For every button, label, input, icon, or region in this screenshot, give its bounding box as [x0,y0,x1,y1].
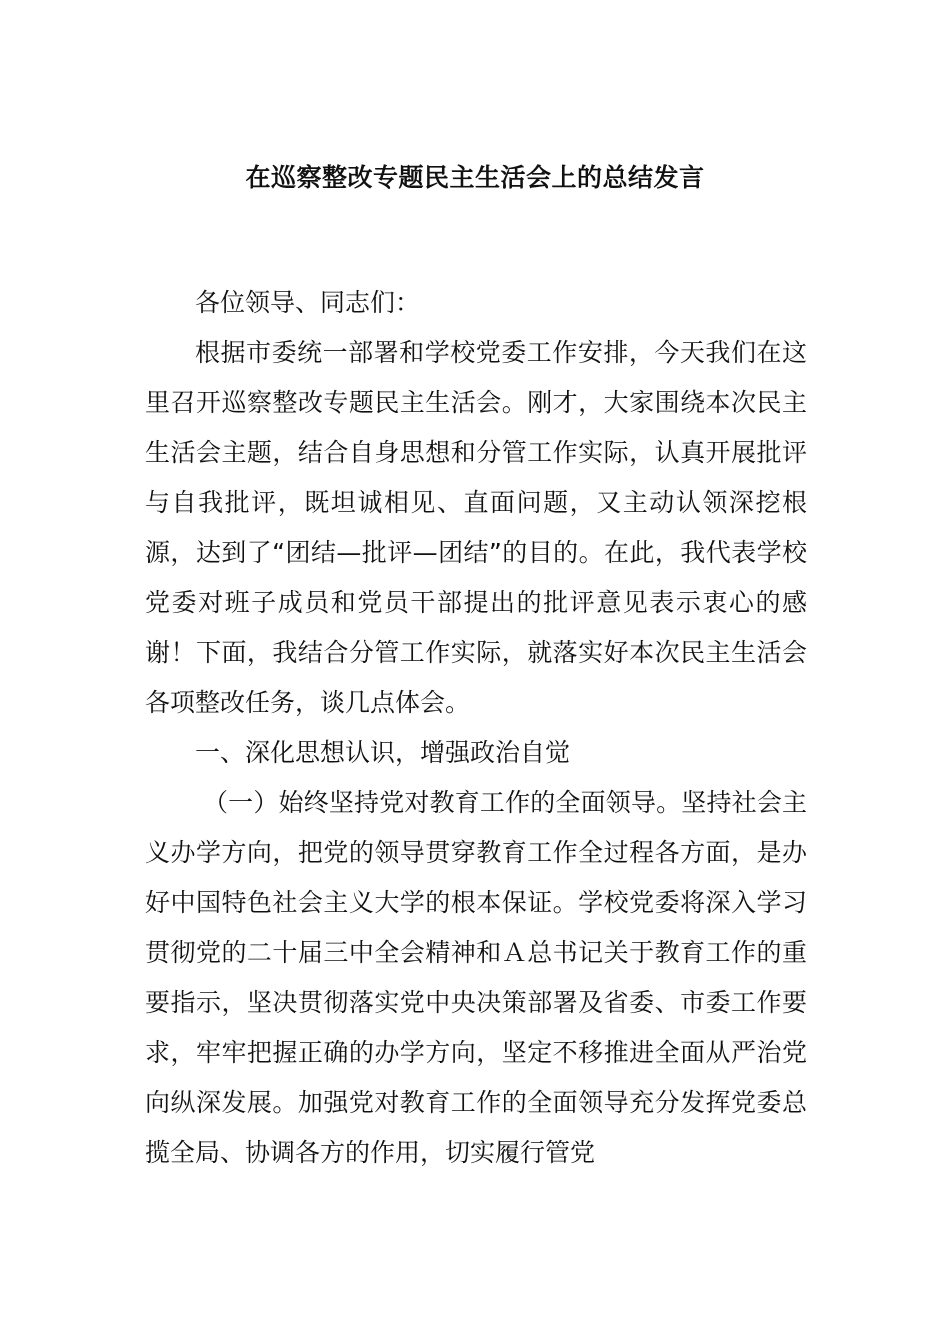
subsection-paragraph: （一）始终坚持党对教育工作的全面领导。坚持社会主义办学方向，把党的领导贯穿教育工作全过程各方面，是办好中国特色社会主义大学的根本保证。学校党委将深入学习贯彻党的二十届三中全会精神和Ａ总书记关于教育工作的重要指示，坚决贯彻落实党中央决策部署及省委、市委工作要求，牢牢把握正确的办学方向，坚定不移推进全面从严治党向纵深发展。加强党对教育工作的全面领导充分发挥党委总揽全局、协调各方的作用，切实履行管党 [145,788,807,1167]
intro-paragraph: 根据市委统一部署和学校党委工作安排，今天我们在这里召开巡察整改专题民主生活会。刚才，大家围绕本次民主生活会主题，结合自身思想和分管工作实际，认真开展批评与自我批评，既坦诚相见、直面问题，又主动认领深挖根源，达到了“团结—批评—团结”的目的。在此，我代表学校党委对班子成员和党员干部提出的批评意见表示衷心的感谢！下面，我结合分管工作实际，就落实好本次民主生活会各项整改任务，谈几点体会。 [145,338,807,717]
salutation: 各位领导、同志们： [195,288,421,317]
section-heading: 一、深化思想认识，增强政治自觉 [195,738,571,767]
document-body [145,278,807,1178]
document-title: 在巡察整改专题民主生活会上的总结发言 [245,163,705,192]
